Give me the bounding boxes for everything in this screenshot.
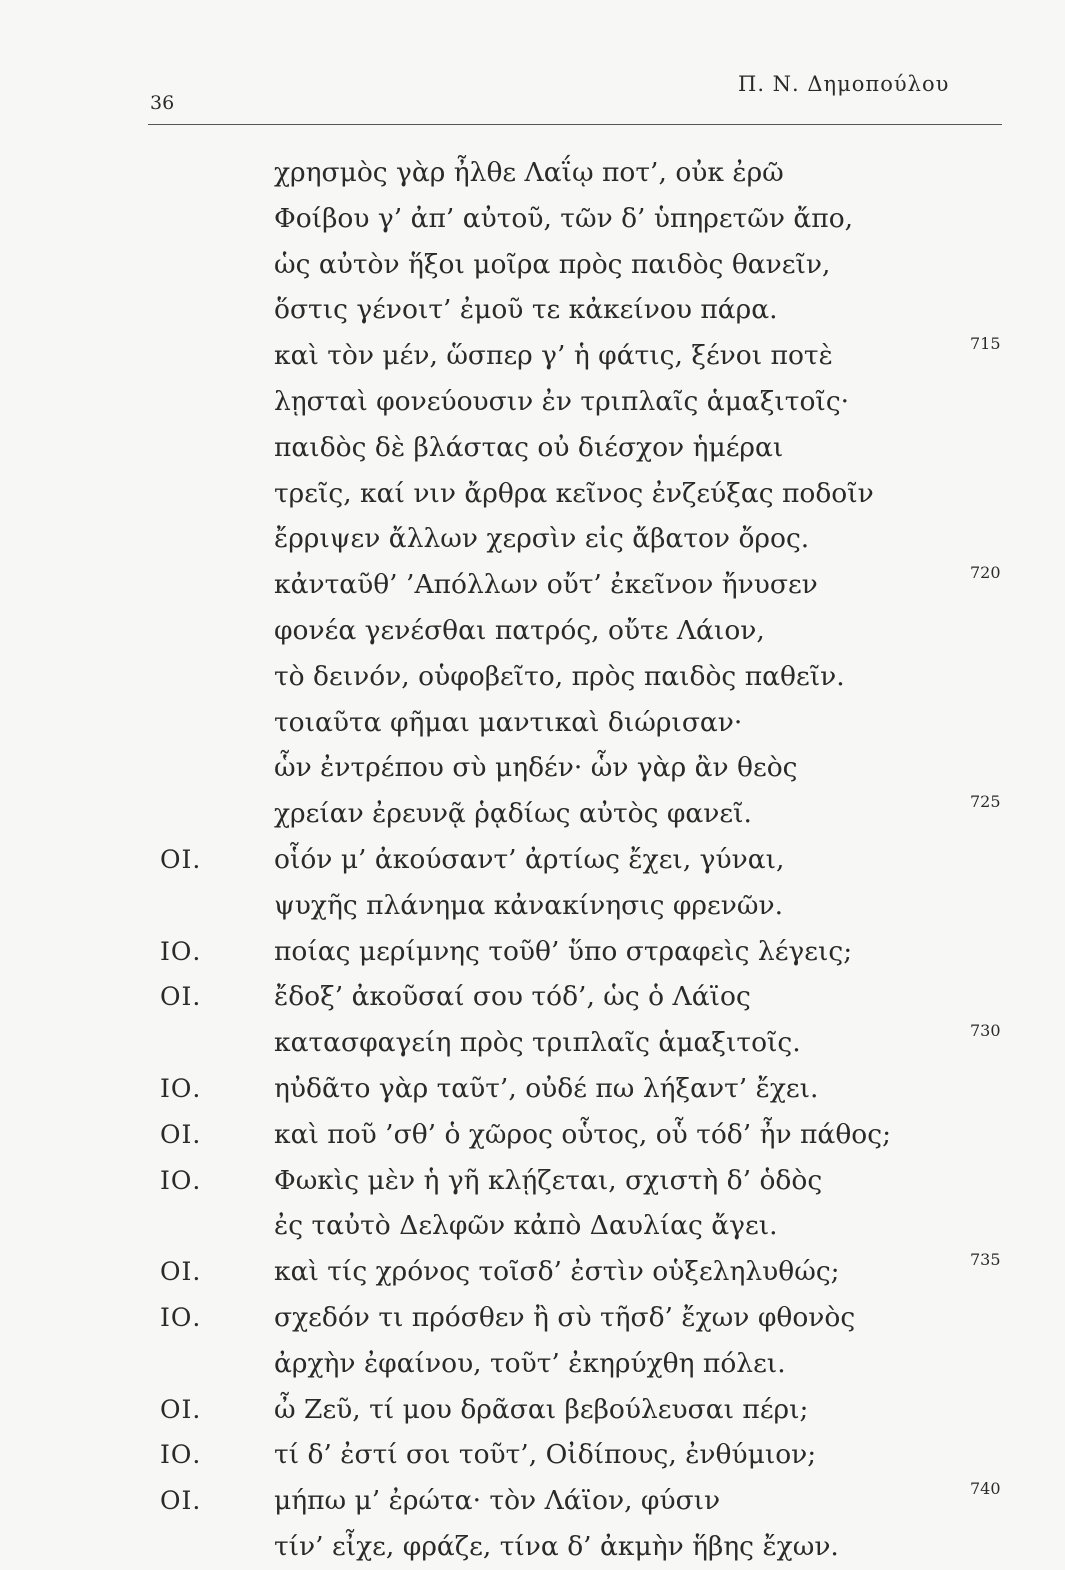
verse-text: τίν’ εἶχε, φράζε, τίνα δ’ ἀκμὴν ἥβης ἔχων. <box>274 1530 839 1562</box>
verse-line <box>0 1341 1065 1387</box>
verse-text: κατασφαγείη πρὸς τριπλαῖς ἁμαξιτοῖς. <box>274 1027 801 1059</box>
verse-text: ὦ Ζεῦ, τί μου δρᾶσαι βεβούλευσαι πέρι; <box>274 1393 809 1425</box>
verse-text: μήπω μ’ ἐρώτα· τὸν Λάϊον, φύσιν <box>274 1485 721 1517</box>
line-number: 725 <box>970 792 1001 812</box>
speaker-label: ΙΟ. <box>160 936 202 966</box>
verse-block <box>0 150 1065 1570</box>
verse-line <box>0 791 1065 837</box>
verse-text: τὸ δεινόν, οὑφοβεῖτο, πρὸς παιδὸς παθεῖν. <box>274 660 845 692</box>
verse-text: ψυχῆς πλάνημα κἀνακίνησις φρενῶν. <box>274 889 783 921</box>
verse-line <box>0 1524 1065 1570</box>
verse-line <box>0 242 1065 288</box>
verse-line <box>0 1020 1065 1066</box>
verse-line <box>0 150 1065 196</box>
verse-line <box>0 1295 1065 1341</box>
speaker-label: ΟΙ. <box>160 844 202 874</box>
verse-text: οἷόν μ’ ἀκούσαντ’ ἀρτίως ἔχει, γύναι, <box>274 843 785 875</box>
verse-text: ηὐδᾶτο γὰρ ταῦτ’, οὐδέ πω λήξαντ’ ἔχει. <box>274 1072 819 1104</box>
verse-text: ἔδοξ’ ἀκοῦσαί σου τόδ’, ὡς ὁ Λάϊος <box>274 981 751 1013</box>
verse-line <box>0 883 1065 929</box>
verse-line <box>0 1478 1065 1524</box>
running-head: Π. Ν. Δημοπούλου <box>738 72 950 96</box>
verse-text: ποίας μερίμνης τοῦθ’ ὕπο στραφεὶς λέγεις; <box>274 935 853 967</box>
verse-line <box>0 654 1065 700</box>
verse-line <box>0 1387 1065 1433</box>
verse-text: τοιαῦτα φῆμαι μαντικαὶ διώρισαν· <box>274 706 743 738</box>
line-number: 715 <box>970 334 1001 354</box>
verse-text: ἀρχὴν ἐφαίνου, τοῦτ’ ἐκηρύχθη πόλει. <box>274 1347 786 1379</box>
verse-line <box>0 974 1065 1020</box>
header-rule <box>148 124 1002 125</box>
verse-line <box>0 287 1065 333</box>
verse-line <box>0 1112 1065 1158</box>
verse-text: ἔρριψεν ἄλλων χερσὶν εἰς ἄβατον ὄρος. <box>274 523 810 555</box>
speaker-label: ΙΟ. <box>160 1440 202 1470</box>
verse-line <box>0 1203 1065 1249</box>
verse-line <box>0 745 1065 791</box>
verse-text: ὡς αὐτὸν ἥξοι μοῖρα πρὸς παιδὸς θανεῖν, <box>274 248 831 280</box>
verse-line <box>0 196 1065 242</box>
verse-line <box>0 379 1065 425</box>
speaker-label: ΙΟ. <box>160 1302 202 1332</box>
speaker-label: ΙΟ. <box>160 1073 202 1103</box>
speaker-label: ΟΙ. <box>160 1486 202 1516</box>
verse-text: κἀνταῦθ’ ’Απόλλων οὔτ’ ἐκεῖνον ἤνυσεν <box>274 569 818 601</box>
verse-text: καὶ ποῦ ’σθ’ ὁ χῶρος οὗτος, οὗ τόδ’ ἦν πάθος; <box>274 1118 892 1150</box>
verse-line <box>0 929 1065 975</box>
verse-line <box>0 1158 1065 1204</box>
verse-text: ἐς ταὐτὸ Δελφῶν κἀπὸ Δαυλίας ἄγει. <box>274 1210 778 1242</box>
line-number: 740 <box>970 1479 1001 1499</box>
speaker-label: ΟΙ. <box>160 982 202 1012</box>
verse-text: τρεῖς, καί νιν ἄρθρα κεῖνος ἐνζεύξας ποδοῖν <box>274 477 874 509</box>
page-number: 36 <box>150 92 175 114</box>
verse-text: χρείαν ἐρευνᾷ ῥᾳδίως αὐτὸς φανεῖ. <box>274 798 752 830</box>
verse-line <box>0 700 1065 746</box>
verse-line <box>0 471 1065 517</box>
verse-text: χρησμὸς γὰρ ἦλθε Λαΐῳ ποτ’, οὐκ ἐρῶ <box>274 157 784 188</box>
verse-text: καὶ τὸν μέν, ὥσπερ γ’ ἡ φάτις, ξένοι ποτὲ <box>274 340 833 372</box>
verse-line <box>0 516 1065 562</box>
speaker-label: ΟΙ. <box>160 1394 202 1424</box>
verse-line <box>0 562 1065 608</box>
verse-text: τί δ’ ἐστί σοι τοῦτ’, Οἰδίπους, ἐνθύμιον; <box>274 1439 817 1471</box>
line-number: 735 <box>970 1250 1001 1270</box>
verse-line <box>0 1249 1065 1295</box>
speaker-label: ΟΙ. <box>160 1257 202 1287</box>
speaker-label: ΙΟ. <box>160 1165 202 1195</box>
verse-line <box>0 608 1065 654</box>
verse-text: σχεδόν τι πρόσθεν ἢ σὺ τῆσδ’ ἔχων φθονὸς <box>274 1301 856 1333</box>
verse-text: φονέα γενέσθαι πατρός, οὔτε Λάιον, <box>274 614 765 646</box>
verse-line <box>0 333 1065 379</box>
verse-text: παιδὸς δὲ βλάστας οὐ διέσχον ἡμέραι <box>274 431 784 463</box>
line-number: 720 <box>970 563 1001 583</box>
verse-text: Φοίβου γ’ ἀπ’ αὐτοῦ, τῶν δ’ ὑπηρετῶν ἄπο, <box>274 202 854 234</box>
verse-text: ὧν ἐντρέπου σὺ μηδέν· ὧν γὰρ ἂν θεὸς <box>274 752 798 784</box>
verse-text: λῃσταὶ φονεύουσιν ἐν τριπλαῖς ἁμαξιτοῖς· <box>274 385 850 417</box>
line-number: 730 <box>970 1021 1001 1041</box>
speaker-label: ΟΙ. <box>160 1119 202 1149</box>
verse-line <box>0 425 1065 471</box>
verse-line <box>0 1066 1065 1112</box>
verse-line <box>0 1432 1065 1478</box>
verse-text: ὅστις γένοιτ’ ἐμοῦ τε κἀκείνου πάρα. <box>274 294 778 326</box>
verse-text: Φωκὶς μὲν ἡ γῆ κλῄζεται, σχιστὴ δ’ ὁδὸς <box>274 1164 823 1196</box>
verse-line <box>0 837 1065 883</box>
verse-text: καὶ τίς χρόνος τοῖσδ’ ἐστὶν οὑξεληλυθώς; <box>274 1256 840 1288</box>
